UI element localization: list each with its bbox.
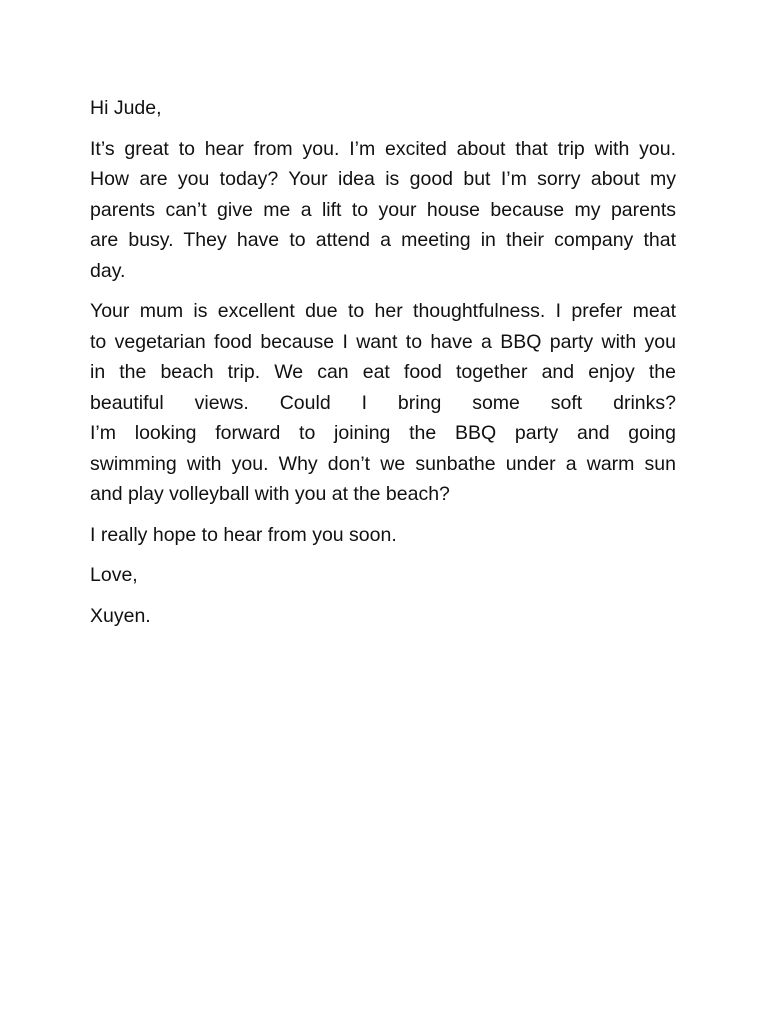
letter-body [90,93,676,641]
paragraph-2-line: beautiful views. Could I bring some soft drinks? [90,391,676,414]
paragraph-2-line: I’m looking forward to joining the BBQ party and going [90,422,676,444]
paragraph-3 [90,520,676,551]
paragraph-2-line: and play volleyball with you at the beach? [90,483,450,505]
paragraph-1-line: parents can’t give me a lift to your house because my parents [90,198,676,221]
paragraph-1-line: day. [90,259,126,282]
paragraph-2-line: to vegetarian food because I want to have a BBQ party with you [90,330,676,353]
paragraph-1 [90,134,676,287]
paragraph-3-text: I really hope to hear from you soon. [90,523,397,546]
greeting-text: Hi Jude, [90,97,162,119]
paragraph-1-line: It’s great to hear from you. I’m excited about that trip with you. [90,137,676,160]
paragraph-1-line: How are you today? Your idea is good but I’m sorry about my [90,168,676,190]
paragraph-2 [90,296,676,510]
paragraph-2-line: swimming with you. Why don’t we sunbathe under a warm sun [90,452,676,475]
closing-text: Love, [90,564,138,586]
paragraph-1-line: are busy. They have to attend a meeting in their company that [90,229,676,251]
signature-text: Xuyen. [90,604,151,627]
closing [90,560,676,591]
signature [90,601,676,632]
paragraph-2-line: in the beach trip. We can eat food together and enjoy the [90,361,676,383]
paragraph-2-line: Your mum is excellent due to her thoughtfulness. I prefer meat [90,300,676,322]
greeting [90,93,676,124]
